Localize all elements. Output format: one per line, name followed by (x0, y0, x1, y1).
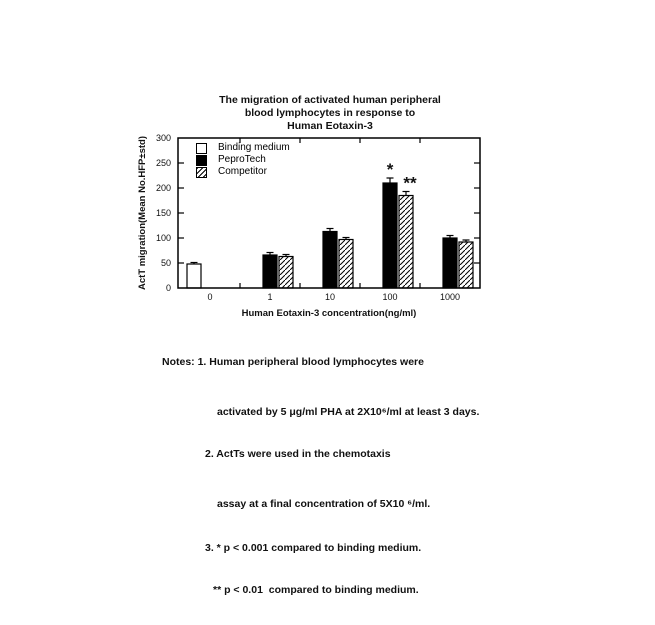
y-tick-label: 250 (155, 158, 171, 168)
legend-label: Competitor (218, 166, 267, 177)
legend-item-binding-medium (196, 142, 290, 154)
hatched-bar-swatch-icon (196, 167, 207, 178)
y-axis-title: ActT migration(Mean No.HFP±std) (137, 135, 148, 291)
open-bar-swatch-icon (196, 143, 207, 154)
legend-label: Binding medium (218, 142, 290, 153)
x-tick-label: 1000 (439, 292, 461, 302)
note-line-2: activated by 5 μg/ml PHA at 2X10⁶/ml at least 3 days. (217, 406, 480, 418)
bar-competitor-10 (339, 240, 353, 289)
note-line-1: Notes: 1. Human peripheral blood lymphocytes were (162, 356, 424, 368)
solid-bar-swatch-icon (196, 155, 207, 166)
x-axis-title: Human Eotaxin-3 concentration(ng/ml) (241, 308, 417, 319)
significance-marker: ** (403, 173, 417, 193)
note-line-4: assay at a final concentration of 5X10 ⁶/ml. (217, 498, 431, 510)
bar-competitor-1000 (459, 242, 473, 288)
note-line-3: 2. ActTs were used in the chemotaxis (205, 448, 391, 460)
y-tick-label: 200 (155, 183, 171, 193)
plot-layer (137, 133, 480, 319)
bar-peprotech-1000 (443, 238, 457, 288)
notes-block (162, 327, 542, 625)
legend-item-competitor (196, 166, 290, 178)
bar-competitor-100 (399, 196, 413, 289)
legend-label: PeproTech (218, 154, 266, 165)
y-tick-label: 300 (155, 133, 171, 143)
bar-binding-medium-0 (187, 264, 201, 288)
x-tick-label: 100 (382, 292, 398, 302)
chart-title-line3: Human Eotaxin-3 (287, 120, 373, 132)
bar-peprotech-1 (263, 255, 277, 288)
legend-item-peprotech (196, 154, 290, 166)
y-tick-label: 100 (155, 233, 171, 243)
x-tick-label: 0 (207, 292, 213, 302)
x-tick-label: 10 (324, 292, 336, 302)
note-line-5: 3. * p < 0.001 compared to binding medium. (205, 542, 422, 554)
y-tick-label: 150 (155, 208, 171, 218)
significance-marker: * (386, 160, 394, 179)
chart-legend (196, 142, 290, 178)
bar-competitor-1 (279, 257, 293, 289)
chart-title-line2: blood lymphocytes in response to (244, 107, 416, 119)
note-line-6: ** p < 0.01 compared to binding medium. (213, 584, 419, 596)
y-tick-label: 0 (165, 283, 171, 293)
x-tick-label: 1 (267, 292, 273, 302)
chart-title-line1: The migration of activated human peripheral (219, 94, 441, 106)
y-tick-label: 50 (160, 258, 171, 268)
bar-peprotech-100 (383, 183, 397, 288)
bar-peprotech-10 (323, 232, 337, 289)
